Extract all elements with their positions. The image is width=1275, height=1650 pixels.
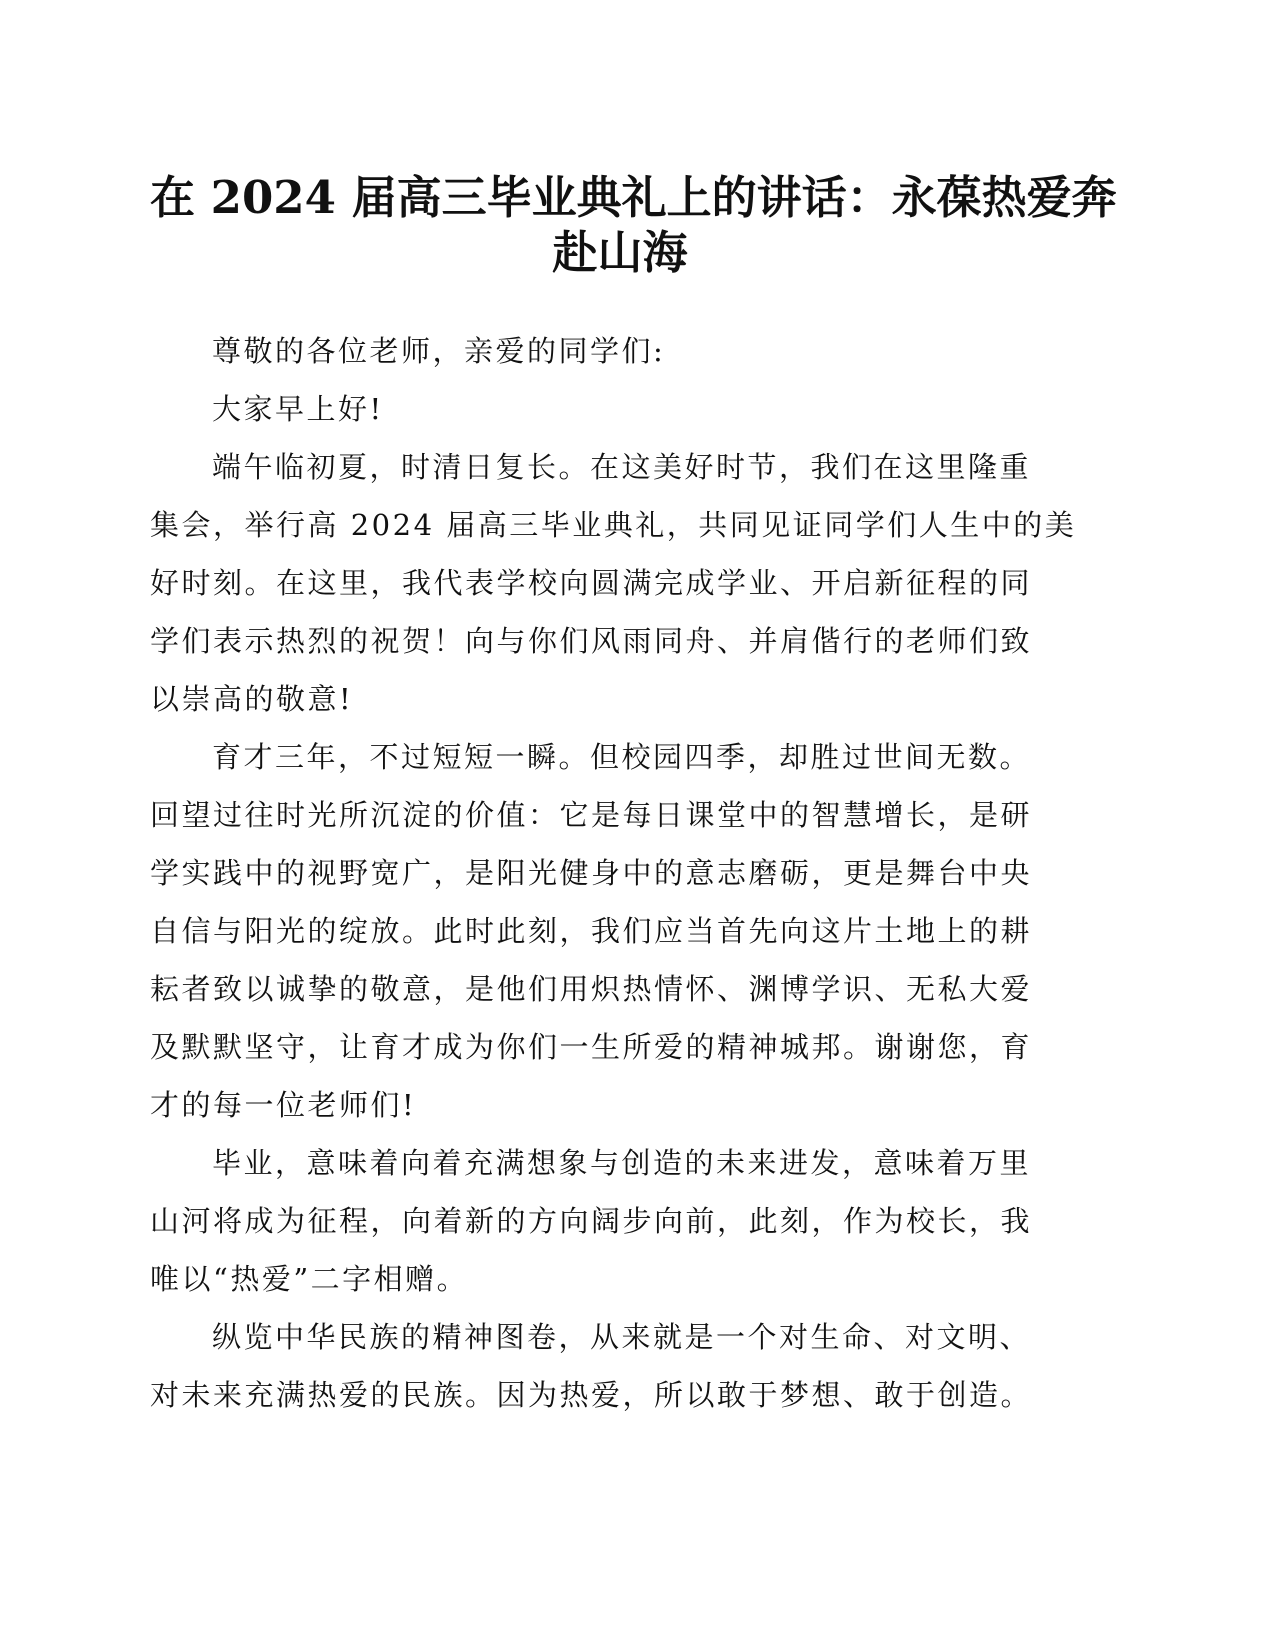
paragraph-line: 学们表示热烈的祝贺！向与你们风雨同舟、并肩偕行的老师们致 xyxy=(150,624,1033,658)
paragraph-line: 耘者致以诚挚的敬意，是他们用炽热情怀、渊博学识、无私大爱 xyxy=(150,972,1033,1006)
paragraph-graduation xyxy=(150,1134,1080,1308)
paragraph-line: 回望过往时光所沉淀的价值：它是每日课堂中的智慧增长，是研 xyxy=(150,798,1033,832)
document-body xyxy=(150,322,1080,1424)
paragraph-salutation xyxy=(150,322,1080,380)
paragraph-line: 尊敬的各位老师，亲爱的同学们: xyxy=(212,334,666,368)
paragraph-line: 山河将成为征程，向着新的方向阔步向前，此刻，作为校长，我 xyxy=(150,1204,1033,1238)
paragraph-line: 纵览中华民族的精神图卷，从来就是一个对生命、对文明、 xyxy=(212,1320,1032,1354)
paragraph-line: 集会，举行高 2024 届高三毕业典礼，共同见证同学们人生中的美 xyxy=(150,508,1077,542)
paragraph-line: 大家早上好! xyxy=(212,392,384,426)
paragraph-nation xyxy=(150,1308,1080,1424)
paragraph-line: 毕业，意味着向着充满想象与创造的未来进发，意味着万里 xyxy=(212,1146,1032,1180)
paragraph-line: 以崇高的敬意! xyxy=(150,682,354,716)
paragraph-line: 唯以“热爱”二字相赠。 xyxy=(150,1262,469,1296)
paragraph-line: 端午临初夏，时清日复长。在这美好时节，我们在这里隆重 xyxy=(212,450,1032,484)
paragraph-line: 自信与阳光的绽放。此时此刻，我们应当首先向这片土地上的耕 xyxy=(150,914,1033,948)
paragraph-line: 好时刻。在这里，我代表学校向圆满完成学业、开启新征程的同 xyxy=(150,566,1033,600)
paragraph-three-years xyxy=(150,728,1080,1134)
paragraph-greeting xyxy=(150,380,1080,438)
title-line-1: 在 2024 届高三毕业典礼上的讲话：永葆热爱奔 xyxy=(150,171,1117,224)
paragraph-line: 及默默坚守，让育才成为你们一生所爱的精神城邦。谢谢您，育 xyxy=(150,1030,1033,1064)
document-title xyxy=(150,170,1117,280)
paragraph-line: 才的每一位老师们! xyxy=(150,1088,417,1122)
paragraph-opening xyxy=(150,438,1080,728)
paragraph-line: 育才三年，不过短短一瞬。但校园四季，却胜过世间无数。 xyxy=(212,740,1032,774)
title-line-2: 赴山海 xyxy=(552,226,688,279)
paragraph-line: 学实践中的视野宽广，是阳光健身中的意志磨砺，更是舞台中央 xyxy=(150,856,1033,890)
paragraph-line: 对未来充满热爱的民族。因为热爱，所以敢于梦想、敢于创造。 xyxy=(150,1378,1033,1412)
